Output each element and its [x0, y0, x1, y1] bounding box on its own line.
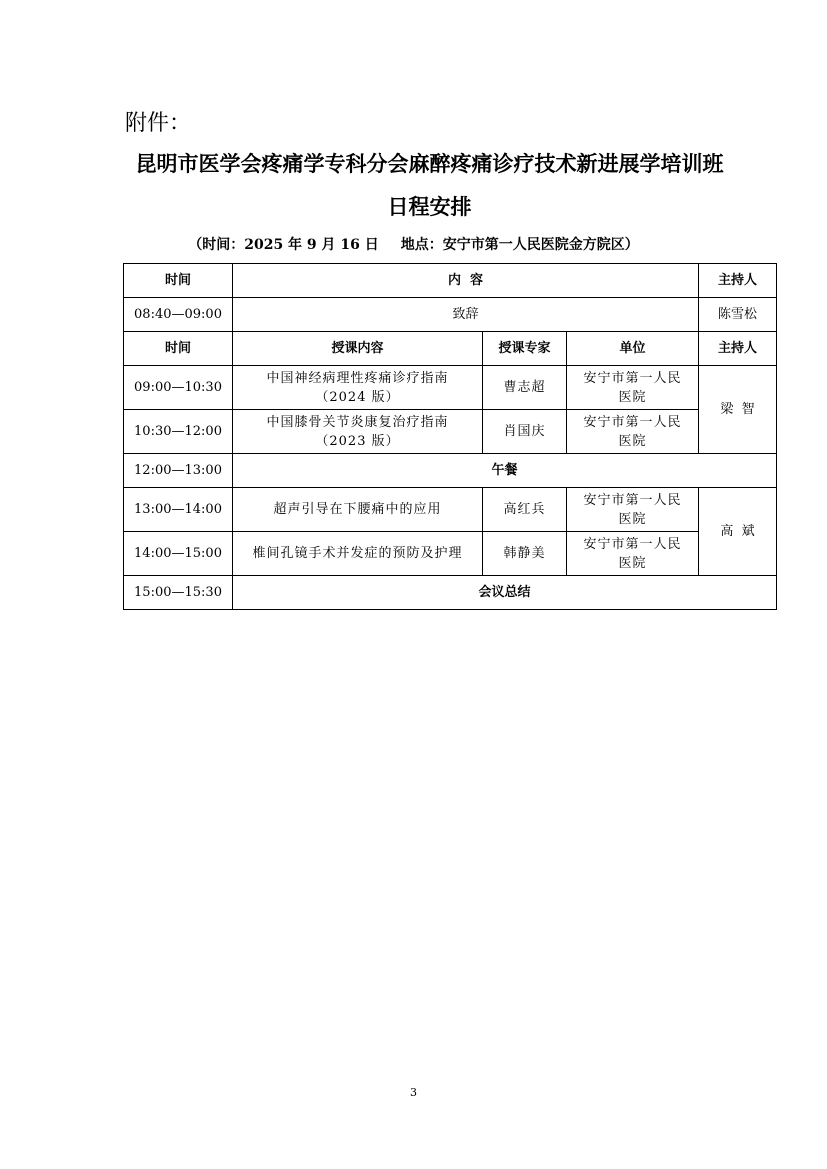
- document-title-text: 昆明市医学会疼痛学专科分会麻醉疼痛诊疗技术新进展学培训班: [135, 151, 724, 176]
- document-subtitle-schedule: 日程安排: [387, 194, 472, 219]
- lecture-time: 13:00—14:00: [124, 488, 233, 532]
- header-time: 时间: [124, 264, 233, 298]
- header-unit: 单位: [567, 332, 699, 366]
- lecture-topic-line: 中国神经病理性疼痛诊疗指南: [266, 370, 449, 386]
- lecture-unit: [567, 410, 699, 454]
- lecture-unit-line: 医院: [618, 389, 647, 405]
- table-row: [124, 532, 777, 576]
- header-expert: 授课专家: [483, 332, 567, 366]
- header-host: 主持人: [699, 264, 777, 298]
- lecture-time: 10:30—12:00: [124, 410, 233, 454]
- lecture-expert: 肖国庆: [483, 410, 567, 454]
- lecture-topic: 椎间孔镜手术并发症的预防及护理: [233, 532, 483, 576]
- lecture-time: 09:00—10:30: [124, 366, 233, 410]
- lecture-unit-line: 医院: [618, 433, 647, 449]
- table-row: [124, 410, 777, 454]
- lecture-unit-line: 安宁市第一人民: [583, 370, 682, 386]
- lecture-topic: 超声引导在下腰痛中的应用: [233, 488, 483, 532]
- event-location: 地点：安宁市第一人民医院金方院区）: [400, 237, 639, 253]
- lecture-unit: [567, 532, 699, 576]
- header-host: 主持人: [699, 332, 777, 366]
- header-time: 时间: [124, 332, 233, 366]
- opening-host: 陈雪松: [699, 298, 777, 332]
- page-number: 3: [410, 1086, 417, 1099]
- event-time: （时间：2025 年 9 月 16 日: [188, 237, 379, 253]
- attachment-label: 附件：: [125, 111, 192, 136]
- opening-content: 致辞: [233, 298, 699, 332]
- lecture-topic-line: （2024 版）: [315, 389, 400, 405]
- lecture-unit-line: 安宁市第一人民: [583, 492, 682, 508]
- lecture-topic-line: 中国膝骨关节炎康复治疗指南: [266, 414, 449, 430]
- lecture-unit: [567, 366, 699, 410]
- document-title: [0, 148, 827, 178]
- lecture-expert: 韩静美: [483, 532, 567, 576]
- header-content: 内 容: [233, 264, 699, 298]
- header-topic: 授课内容: [233, 332, 483, 366]
- host-afternoon: 高 斌: [699, 488, 777, 576]
- lecture-topic: [233, 410, 483, 454]
- lecture-time: 14:00—15:00: [124, 532, 233, 576]
- table-row: [124, 454, 777, 488]
- lecture-unit-line: 医院: [618, 511, 647, 527]
- lunch-label: 午餐: [233, 454, 777, 488]
- time-location-line: [0, 234, 827, 254]
- lecture-unit-line: 安宁市第一人民: [583, 414, 682, 430]
- lecture-topic: [233, 366, 483, 410]
- lecture-expert: 曹志超: [483, 366, 567, 410]
- opening-time: 08:40—09:00: [124, 298, 233, 332]
- lecture-unit-line: 安宁市第一人民: [583, 536, 682, 552]
- schedule-table: [123, 263, 777, 610]
- lecture-unit: [567, 488, 699, 532]
- table-row: [124, 488, 777, 532]
- lecture-unit-line: 医院: [618, 555, 647, 571]
- table-header-row: [124, 332, 777, 366]
- table-row: [124, 366, 777, 410]
- lecture-expert: 高红兵: [483, 488, 567, 532]
- table-row: [124, 576, 777, 610]
- table-row: [124, 298, 777, 332]
- table-header-row: [124, 264, 777, 298]
- summary-label: 会议总结: [233, 576, 777, 610]
- lecture-topic-line: （2023 版）: [315, 433, 400, 449]
- lunch-time: 12:00—13:00: [124, 454, 233, 488]
- summary-time: 15:00—15:30: [124, 576, 233, 610]
- host-morning: 梁 智: [699, 366, 777, 454]
